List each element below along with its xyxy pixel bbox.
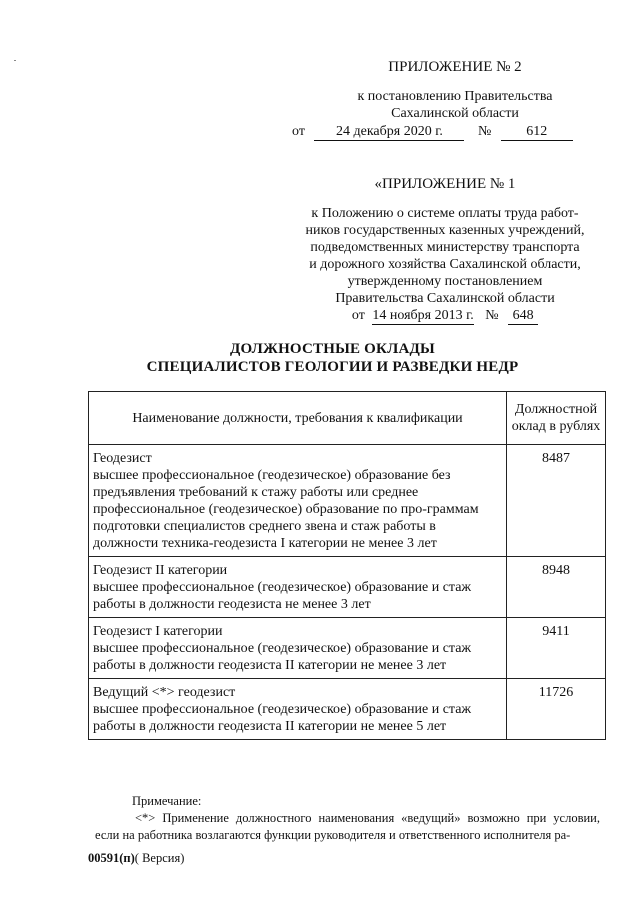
date-prefix: от bbox=[292, 124, 305, 139]
position-requirements: высшее профессиональное (геодезическое) образование и стаж работы в должности геодезиста II категории не менее 5 лет bbox=[93, 702, 472, 734]
header-position: Наименование должности, требования к квалификации bbox=[89, 392, 507, 445]
salary-cell: 8948 bbox=[507, 557, 606, 618]
salary-cell: 9411 bbox=[507, 618, 606, 679]
note bbox=[95, 793, 600, 844]
document-code-number: 00591(п) bbox=[88, 851, 135, 865]
heading-line: ДОЛЖНОСТНЫЕ ОКЛАДЫ bbox=[230, 341, 435, 357]
original-appendix-line: ников государственных казенных учреждений, bbox=[305, 223, 585, 238]
salary-table bbox=[88, 391, 606, 740]
position-cell bbox=[89, 679, 507, 740]
original-appendix-header bbox=[290, 175, 600, 325]
position-cell bbox=[89, 618, 507, 679]
position-requirements: высшее профессиональное (геодезическое) образование и стаж работы в должности геодезиста II категории не менее 3 лет bbox=[93, 641, 472, 673]
table-row bbox=[89, 618, 606, 679]
position-cell bbox=[89, 557, 507, 618]
note-text: <*> Применение должностного наименования «ведущий» возможно при условии, если на работника возлагаются функции руководителя и ответственного исполнителя ра- bbox=[95, 811, 600, 842]
document-code bbox=[88, 851, 184, 866]
position-name: Геодезист I категории bbox=[93, 624, 223, 639]
margin-mark bbox=[14, 60, 16, 61]
document-heading bbox=[60, 340, 605, 376]
salary-cell: 11726 bbox=[507, 679, 606, 740]
position-requirements: высшее профессиональное (геодезическое) образование и стаж работы в должности геодезиста не менее 3 лет bbox=[93, 580, 472, 612]
heading-line: СПЕЦИАЛИСТОВ ГЕОЛОГИИ И РАЗВЕДКИ НЕДР bbox=[146, 359, 519, 375]
document-version: ( Версия) bbox=[134, 851, 185, 865]
appendix-number: 612 bbox=[501, 123, 573, 141]
original-appendix-line: подведомственных министерству транспорта bbox=[310, 240, 580, 255]
original-appendix-date-row bbox=[290, 307, 600, 325]
table-row bbox=[89, 445, 606, 557]
header-salary: Должностной оклад в рублях bbox=[507, 392, 606, 445]
table-row bbox=[89, 557, 606, 618]
position-cell bbox=[89, 445, 507, 557]
position-requirements: высшее профессиональное (геодезическое) образование без предъявления требований к стажу работы или среднее профессиональное (геодезическое) образование по про-граммам подготовки специалистов среднего звена и стаж работы в должности техника-геодезиста I категории не менее 3 лет bbox=[93, 468, 479, 551]
table-row bbox=[89, 679, 606, 740]
original-appendix-number: 648 bbox=[508, 307, 538, 325]
table-header-row bbox=[89, 392, 606, 445]
appendix-date-row bbox=[292, 123, 573, 141]
position-name: Ведущий <*> геодезист bbox=[93, 685, 236, 700]
appendix-title: ПРИЛОЖЕНИЕ № 2 bbox=[388, 59, 522, 75]
original-appendix-line: Правительства Сахалинской области bbox=[335, 291, 555, 306]
appendix-header bbox=[330, 58, 580, 122]
number-prefix: № bbox=[485, 308, 499, 323]
position-name: Геодезист bbox=[93, 451, 152, 466]
date-prefix: от bbox=[351, 308, 365, 323]
appendix-line: к постановлению Правительства bbox=[357, 89, 553, 104]
original-appendix-line: к Положению о системе оплаты труда работ- bbox=[311, 206, 579, 221]
original-appendix-date: 14 ноября 2013 г. bbox=[372, 308, 474, 323]
salary-cell: 8487 bbox=[507, 445, 606, 557]
appendix-date: 24 декабря 2020 г. bbox=[314, 123, 464, 141]
appendix-line: Сахалинской области bbox=[391, 106, 519, 121]
note-label: Примечание: bbox=[132, 794, 202, 808]
original-appendix-title: «ПРИЛОЖЕНИЕ № 1 bbox=[374, 176, 516, 192]
original-appendix-line: и дорожного хозяйства Сахалинской области, bbox=[309, 257, 581, 272]
original-appendix-line: утвержденному постановлением bbox=[347, 274, 543, 289]
position-name: Геодезист II категории bbox=[93, 563, 228, 578]
number-prefix: № bbox=[477, 124, 492, 139]
